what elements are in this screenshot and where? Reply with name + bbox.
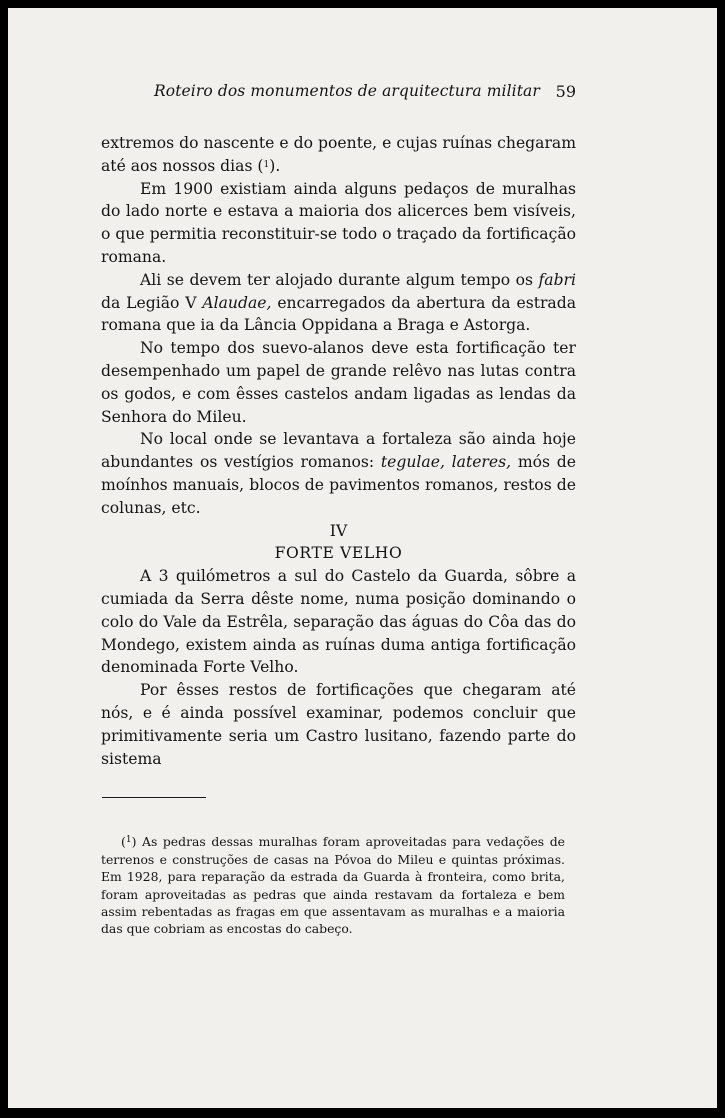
running-header [154,78,576,106]
footnote: ($^1$) As pedras dessas muralhas foram aproveitadas para vedações de terrenos e construções de casas na Póvoa do Mileu e quintas próximas. Em 1928, para reparação da estrada da Guarda à fronteira, como brita, foram aproveitadas as pedras que ainda restavam da fortaleza e bem assim rebentadas as fragas em que assentavam as muralhas e a maioria das que cobriam as encostas do cabeço. [101,834,565,937]
text-run: A 3 quilómetros a sul do Castelo da Guarda, sôbre a cumiada da Serra dêste nome, numa posição dominando o colo do Vale da Estrêla, separação das águas do Côa das do Mondego, existem ainda as ruínas duma antiga fortificação denominada Forte Velho. [101,567,576,677]
italic-term: fabri [538,270,576,289]
text-run: da Legião V [101,293,203,312]
paragraph [101,428,576,519]
text-run: extremos do nascente e do poente, e cujas ruínas chegaram até aos nossos dias ( [101,134,576,175]
footnote-text: As pedras dessas muralhas foram aproveitadas para vedações de terrenos e construções de casas na Póvoa do Mileu e quintas próximas. Em 1928, para reparação da estrada da Guarda à fronteira, como brita, foram aproveitadas as pedras que ainda restavam da fortaleza e bem assim rebentadas as fragas em que assentavam as muralhas e a maioria das que cobriam as encostas do cabeço. [101,834,565,937]
paragraph-group-section [101,565,576,770]
text-run: Ali se devem ter alojado durante algum tempo os [140,270,539,289]
section-title: FORTE VELHO [274,544,403,563]
text-run: Por êsses restos de fortificações que chegaram até nós, e é ainda possível examinar, podemos concluir que primitivamente seria um Castro lusitano, fazendo parte do sistema [101,681,576,768]
body-text [101,132,576,770]
running-title: Roteiro dos monumentos de arquitectura militar [154,82,540,100]
text-run: mós de moínhos manuais, blocos de pavimentos romanos, restos de colunas, etc. [101,453,577,517]
footnote-marker: 1 [125,835,132,846]
page-number: 59 [555,82,576,101]
text-run: Em 1900 existiam ainda alguns pedaços de muralhas do lado norte e estava a maioria dos alicerces bem visíveis, o que permitia reconstituir-se todo o traçado da fortificação romana. [101,179,576,266]
paragraph [101,269,576,337]
section-number: IV [329,521,348,540]
italic-term: tegulae, lateres, [380,453,512,472]
paragraph [101,679,576,770]
paragraph [101,565,576,679]
paragraph [101,178,576,269]
text-run: No local onde se levantava a fortaleza são ainda hoje abundantes os vestígios romanos: [101,430,576,472]
text-run: ). [269,156,281,175]
text-run: No tempo dos suevo-alanos deve esta fortificação ter desempenhado um papel de grande relêvo nas lutas contra os godos, e com êsses castelos andam ligadas as lendas da Senhora do Mileu. [101,339,576,426]
italic-term: Alaudae, [202,293,272,312]
paragraph [101,132,576,178]
paragraph [101,337,576,428]
text-run: encarregados da abertura da estrada romana que ia da Lância Oppidana a Braga e Astorga. [101,293,576,335]
footnote-divider [102,797,206,798]
footnote-reference: 1 [263,159,270,170]
book-page [8,8,717,1108]
paragraph-group-intro [101,132,576,520]
